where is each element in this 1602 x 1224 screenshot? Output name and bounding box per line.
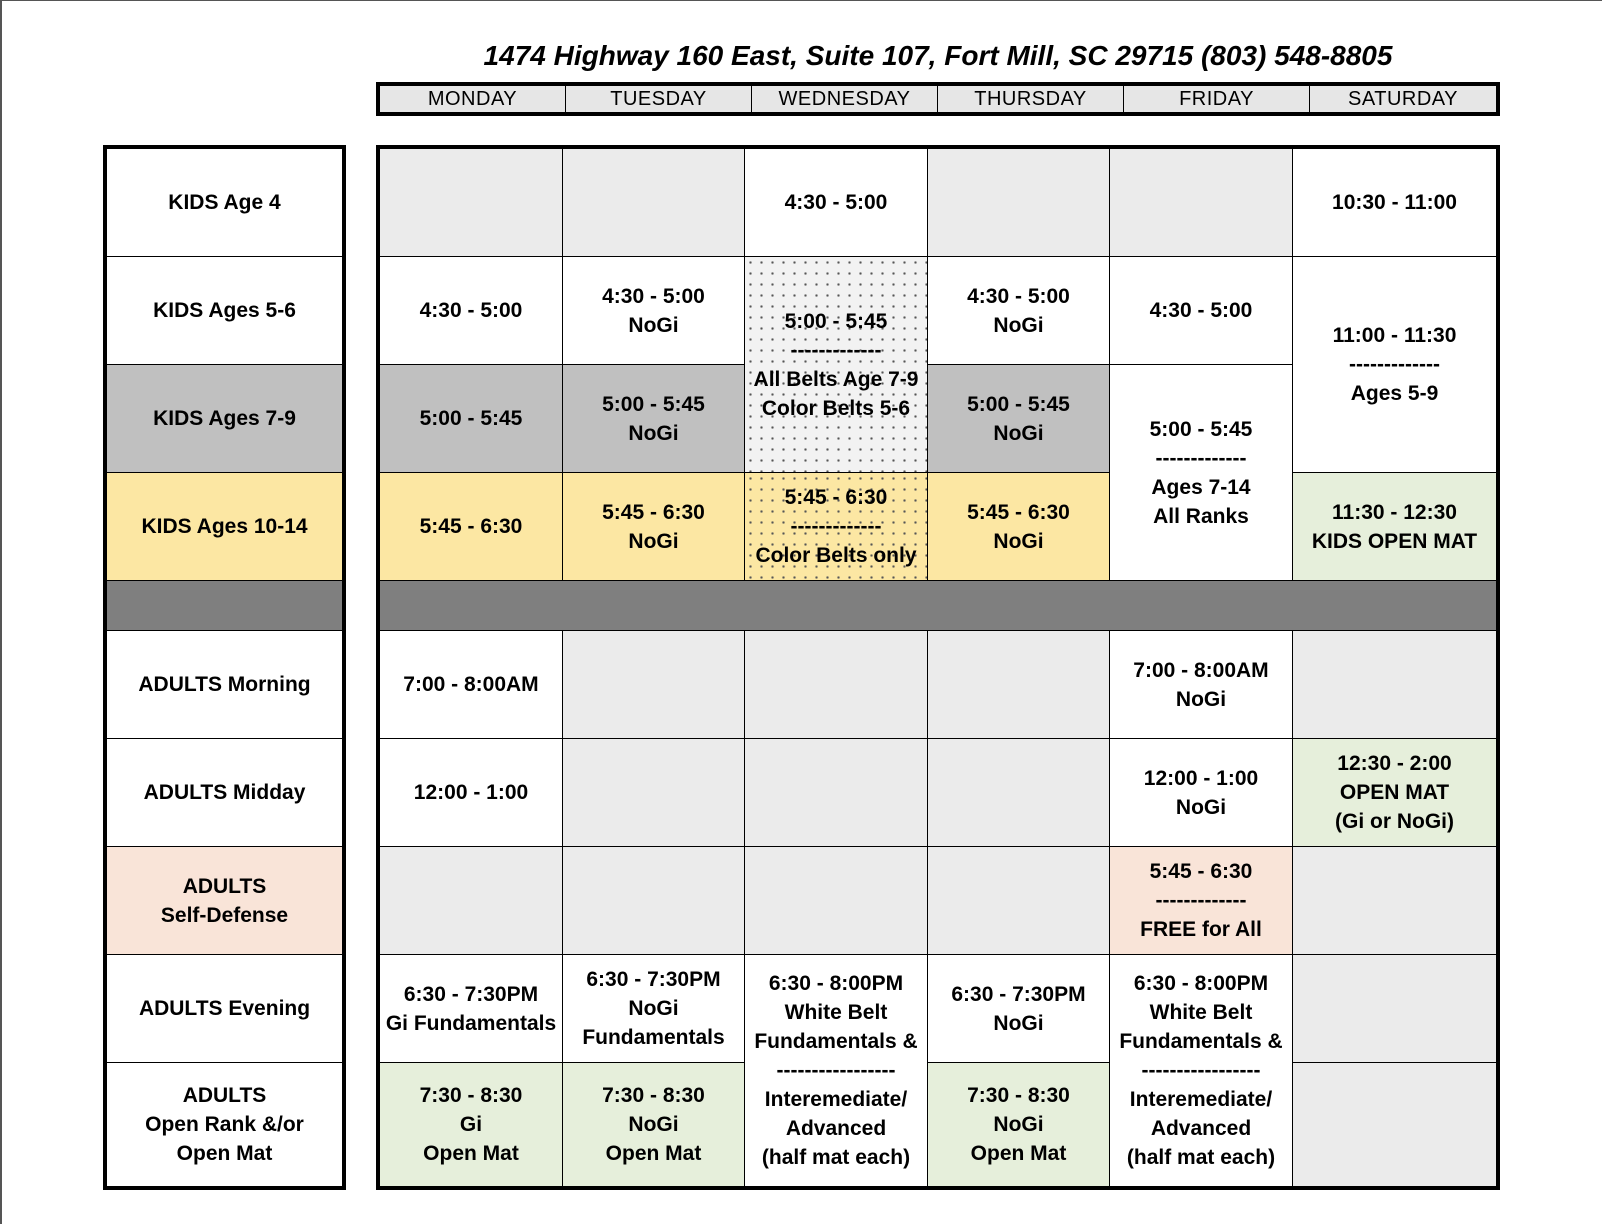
- empty-slot: [928, 739, 1110, 847]
- slot-text: 4:30 - 5:00: [1149, 299, 1253, 322]
- slot-text: White Belt: [784, 1001, 888, 1024]
- row-label-line: Self-Defense: [160, 903, 289, 927]
- class-slot-kids1014-mon: [380, 473, 563, 581]
- day-header-row: [376, 82, 1500, 116]
- divider-band: [380, 581, 1496, 631]
- class-slot-selfdef-fri: [1110, 847, 1293, 955]
- slot-text: Open Mat: [423, 1142, 519, 1165]
- empty-slot: [1110, 149, 1293, 257]
- divider-dashes: -------------: [790, 338, 882, 362]
- empty-slot: [380, 149, 563, 257]
- slot-text: 5:45 - 6:30: [784, 486, 888, 509]
- slot-text: OPEN MAT: [1339, 781, 1450, 804]
- slot-text: 10:30 - 11:00: [1332, 191, 1457, 214]
- slot-text: 6:30 - 7:30PM: [586, 968, 721, 991]
- slot-text: 11:00 - 11:30: [1332, 324, 1457, 347]
- slot-text: NoGi: [993, 421, 1044, 445]
- slot-text: 5:45 - 6:30: [1149, 860, 1253, 883]
- empty-slot: [1293, 631, 1496, 739]
- class-slot-kids1014-tue: [563, 473, 745, 581]
- row-label-line: Open Mat: [176, 1142, 273, 1165]
- schedule-grid: [376, 145, 1500, 1190]
- row-label: [107, 1063, 342, 1186]
- slot-text: Gi: [459, 1113, 483, 1136]
- empty-slot: [928, 847, 1110, 955]
- slot-text: Advanced: [1150, 1117, 1252, 1140]
- class-labels-column: [103, 145, 346, 1190]
- slot-text: 12:00 - 1:00: [413, 781, 529, 804]
- row-label-line: KIDS Ages 10-14: [141, 515, 308, 538]
- row-label-line: KIDS Ages 7-9: [153, 407, 296, 430]
- divider-dashes: -------------: [1155, 889, 1247, 912]
- divider-band-label: [107, 581, 342, 631]
- row-label-line: ADULTS Evening: [138, 997, 311, 1020]
- row-label: [107, 257, 342, 365]
- divider-dashes: -----------------: [1141, 1059, 1261, 1082]
- empty-slot: [745, 631, 928, 739]
- slot-text: FREE for All: [1140, 918, 1262, 941]
- slot-text: 6:30 - 7:30PM: [403, 982, 539, 1006]
- empty-slot: [928, 631, 1110, 739]
- slot-text: NoGi: [993, 1011, 1044, 1035]
- divider-dashes: -------------: [1349, 353, 1440, 376]
- class-slot-morning-mon: [380, 631, 563, 739]
- slot-text: (Gi or NoGi): [1335, 810, 1454, 833]
- class-slot-kids714-fri: [1110, 365, 1293, 581]
- class-slot-kids79-tue: [563, 365, 745, 473]
- row-label: [107, 631, 342, 739]
- empty-slot: [563, 847, 745, 955]
- empty-slot: [745, 847, 928, 955]
- slot-text: Color Belts only: [755, 544, 917, 567]
- class-slot-kids-wed-combined: [745, 257, 928, 473]
- empty-slot: [928, 149, 1110, 257]
- slot-text: 5:45 - 6:30: [602, 500, 705, 524]
- class-slot-kids56-tue: [563, 257, 745, 365]
- slot-text: 4:30 - 5:00: [967, 284, 1070, 308]
- slot-text: Ages 7-14: [1151, 475, 1251, 499]
- class-slot-evening-fri: [1110, 955, 1293, 1186]
- day-friday: FRIDAY: [1124, 86, 1310, 112]
- slot-text: NoGi: [993, 529, 1044, 553]
- slot-text: 12:00 - 1:00: [1143, 766, 1259, 790]
- class-slot-openmat-tue: [563, 1063, 745, 1186]
- slot-text: NoGi: [628, 529, 679, 553]
- slot-text: 5:00 - 5:45: [967, 392, 1070, 416]
- slot-text: White Belt: [1149, 1001, 1253, 1024]
- row-label-line: KIDS Ages 5-6: [153, 299, 296, 322]
- class-slot-midday-fri: [1110, 739, 1293, 847]
- slot-text: 12:30 - 2:00: [1337, 752, 1452, 775]
- row-label: [107, 847, 342, 955]
- slot-text: 5:45 - 6:30: [967, 500, 1070, 524]
- class-slot-midday-sat: [1293, 739, 1496, 847]
- class-slot-kids59-sat: [1293, 257, 1496, 473]
- slot-text: 7:00 - 8:00AM: [403, 673, 539, 696]
- class-slot-kids79-thu: [928, 365, 1110, 473]
- empty-slot: [1293, 847, 1496, 955]
- slot-text: (half mat each): [1126, 1146, 1276, 1169]
- slot-text: Fundamentals &: [754, 1030, 918, 1053]
- slot-text: All Belts Age 7-9: [753, 367, 919, 391]
- row-label-line: ADULTS Midday: [143, 781, 306, 804]
- class-slot-kids1014-thu: [928, 473, 1110, 581]
- class-slot-kids56-thu: [928, 257, 1110, 365]
- slot-text: Advanced: [785, 1117, 887, 1140]
- row-label: [107, 365, 342, 473]
- empty-slot: [563, 631, 745, 739]
- row-label-line: ADULTS Morning: [138, 673, 311, 696]
- slot-text: NoGi: [628, 313, 679, 337]
- slot-text: 6:30 - 7:30PM: [951, 982, 1086, 1006]
- slot-text: Color Belts 5-6: [761, 396, 911, 420]
- row-label: [107, 955, 342, 1063]
- slot-text: (half mat each): [761, 1146, 911, 1169]
- empty-slot: [563, 739, 745, 847]
- slot-text: 4:30 - 5:00: [602, 284, 705, 308]
- slot-text: 4:30 - 5:00: [784, 191, 888, 214]
- slot-text: KIDS OPEN MAT: [1311, 529, 1478, 553]
- empty-slot: [1293, 955, 1496, 1063]
- slot-text: Fundamentals: [582, 1026, 725, 1049]
- day-monday: MONDAY: [380, 86, 566, 112]
- day-saturday: SATURDAY: [1348, 87, 1458, 110]
- slot-text: NoGi: [628, 421, 679, 445]
- class-slot-midday-mon: [380, 739, 563, 847]
- slot-text: NoGi: [628, 1113, 679, 1136]
- slot-text: 6:30 - 8:00PM: [1133, 972, 1269, 995]
- row-label-line: ADULTS: [182, 1084, 267, 1107]
- slot-text: Interemediate/: [1129, 1088, 1273, 1111]
- slot-text: 7:30 - 8:30: [602, 1084, 705, 1107]
- class-slot-kids56-fri: [1110, 257, 1293, 365]
- slot-text: Fundamentals &: [1119, 1030, 1283, 1053]
- slot-text: Open Mat: [605, 1142, 702, 1165]
- slot-text: Gi Fundamentals: [385, 1011, 557, 1035]
- class-slot-kids4-wed: [745, 149, 928, 257]
- empty-slot: [563, 149, 745, 257]
- row-label-line: Open Rank &/or: [145, 1113, 304, 1136]
- slot-text: 5:00 - 5:45: [419, 407, 523, 430]
- slot-text: 7:00 - 8:00AM: [1133, 658, 1269, 682]
- row-label-line: KIDS Age 4: [168, 191, 281, 214]
- class-slot-kids56-mon: [380, 257, 563, 365]
- slot-text: NoGi: [993, 1113, 1044, 1136]
- slot-text: 4:30 - 5:00: [419, 299, 523, 322]
- slot-text: 7:30 - 8:30: [967, 1084, 1070, 1107]
- day-wednesday: WEDNESDAY: [752, 86, 938, 112]
- slot-text: 7:30 - 8:30: [419, 1084, 523, 1107]
- class-slot-openmat-thu: [928, 1063, 1110, 1186]
- slot-text: NoGi: [993, 313, 1044, 337]
- class-slot-evening-tue: [563, 955, 745, 1063]
- slot-text: Interemediate/: [764, 1088, 908, 1111]
- divider-dashes: -------------: [790, 515, 882, 538]
- row-label-line: ADULTS: [182, 874, 267, 898]
- empty-slot: [745, 739, 928, 847]
- slot-text: NoGi: [1175, 687, 1227, 711]
- row-label: [107, 149, 342, 257]
- slot-text: NoGi: [1175, 795, 1227, 819]
- slot-text: 5:00 - 5:45: [602, 392, 705, 416]
- slot-text: Ages 5-9: [1350, 382, 1439, 405]
- class-slot-kids4-sat: [1293, 149, 1496, 257]
- class-slot-kids-openmat-sat: [1293, 473, 1496, 581]
- row-label: [107, 473, 342, 581]
- class-slot-evening-wed: [745, 955, 928, 1186]
- class-slot-kids1014-wed: [745, 473, 928, 581]
- divider-dashes: -------------: [1155, 446, 1247, 470]
- slot-text: 6:30 - 8:00PM: [768, 972, 904, 995]
- divider-dashes: -----------------: [776, 1059, 896, 1082]
- class-slot-morning-fri: [1110, 631, 1293, 739]
- class-slot-evening-thu: [928, 955, 1110, 1063]
- slot-text: 5:00 - 5:45: [1149, 417, 1253, 441]
- class-slot-kids79-mon: [380, 365, 563, 473]
- address-line: 1474 Highway 160 East, Suite 107, Fort Mill, SC 29715 (803) 548-8805: [483, 40, 1393, 71]
- empty-slot: [1293, 1063, 1496, 1186]
- slot-text: All Ranks: [1153, 504, 1249, 528]
- empty-slot: [380, 847, 563, 955]
- slot-text: 11:30 - 12:30: [1332, 500, 1457, 524]
- class-slot-evening-mon: [380, 955, 563, 1063]
- row-label: [107, 739, 342, 847]
- day-thursday: THURSDAY: [938, 86, 1124, 112]
- slot-text: 5:00 - 5:45: [784, 309, 888, 333]
- class-slot-openmat-mon: [380, 1063, 563, 1186]
- slot-text: Open Mat: [970, 1142, 1067, 1165]
- day-tuesday: TUESDAY: [566, 86, 752, 112]
- slot-text: 5:45 - 6:30: [419, 515, 523, 538]
- slot-text: NoGi: [628, 997, 679, 1020]
